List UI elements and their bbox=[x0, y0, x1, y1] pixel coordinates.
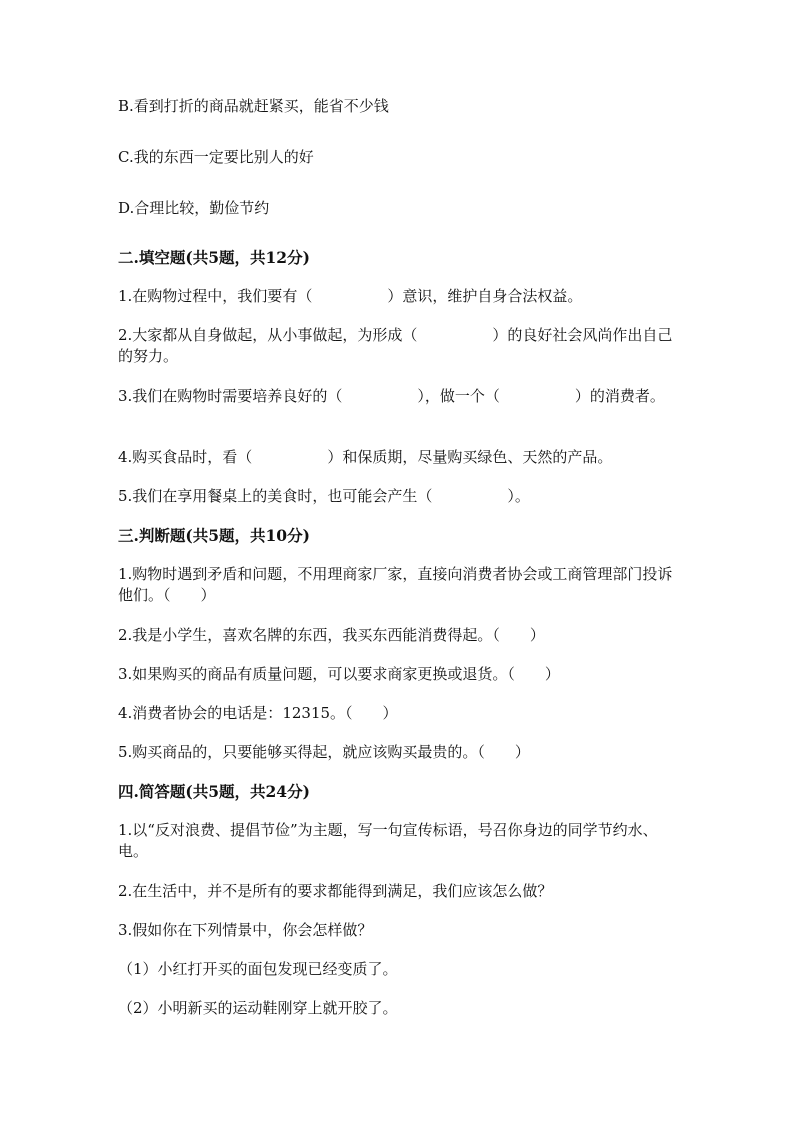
short-answer-question-1: 1.以“反对浪费、提倡节俭”为主题，写一句宣传标语，号召你身边的同学节约水、电。 bbox=[118, 821, 658, 860]
fill-blank-question-5: 5.我们在享用餐桌上的美食时，也可能会产生（ ）。 bbox=[118, 487, 530, 505]
true-false-question-4: 4.消费者协会的电话是：12315。（ ） bbox=[118, 704, 398, 722]
fill-blank-question-2: 2.大家都从自身做起，从小事做起，为形成（ ）的良好社会风尚作出自己的努力。 bbox=[118, 326, 673, 365]
fill-blank-question-1: 1.在购物过程中，我们要有（ ）意识，维护自身合法权益。 bbox=[118, 287, 583, 305]
short-answer-question-3: 3.假如你在下列情景中，你会怎样做？ bbox=[118, 921, 373, 939]
true-false-question-5: 5.购买商品的，只要能够买得起，就应该购买最贵的。（ ） bbox=[118, 743, 530, 761]
true-false-question-1: 1.购物时遇到矛盾和问题，不用理商家厂家，直接向消费者协会或工商管理部门投诉他们。（ ） bbox=[118, 565, 673, 604]
section-short-answer-title: 四.简答题(共5题，共24分) bbox=[118, 782, 310, 801]
section-fill-blank-title: 二.填空题(共5题，共12分) bbox=[118, 248, 310, 267]
short-answer-question-2: 2.在生活中，并不是所有的要求都能得到满足，我们应该怎么做？ bbox=[118, 882, 553, 900]
true-false-question-2: 2.我是小学生，喜欢名牌的东西，我买东西能消费得起。（ ） bbox=[118, 626, 545, 644]
fill-blank-question-4: 4.购买食品时，看（ ）和保质期，尽量购买绿色、天然的产品。 bbox=[118, 448, 613, 466]
true-false-question-3: 3.如果购买的商品有质量问题，可以要求商家更换或退货。（ ） bbox=[118, 665, 560, 683]
fill-blank-question-3: 3.我们在购物时需要培养良好的（ ），做一个（ ）的消费者。 bbox=[118, 387, 665, 405]
section-true-false-title: 三.判断题(共5题，共10分) bbox=[118, 526, 310, 545]
short-answer-scenario-2: （2）小明新买的运动鞋刚穿上就开胶了。 bbox=[118, 999, 398, 1017]
option-c: C.我的东西一定要比别人的好 bbox=[118, 148, 314, 166]
option-b: B.看到打折的商品就赶紧买，能省不少钱 bbox=[118, 97, 389, 115]
short-answer-scenario-1: （1）小红打开买的面包发现已经变质了。 bbox=[118, 960, 398, 978]
option-d: D.合理比较，勤俭节约 bbox=[118, 199, 270, 217]
